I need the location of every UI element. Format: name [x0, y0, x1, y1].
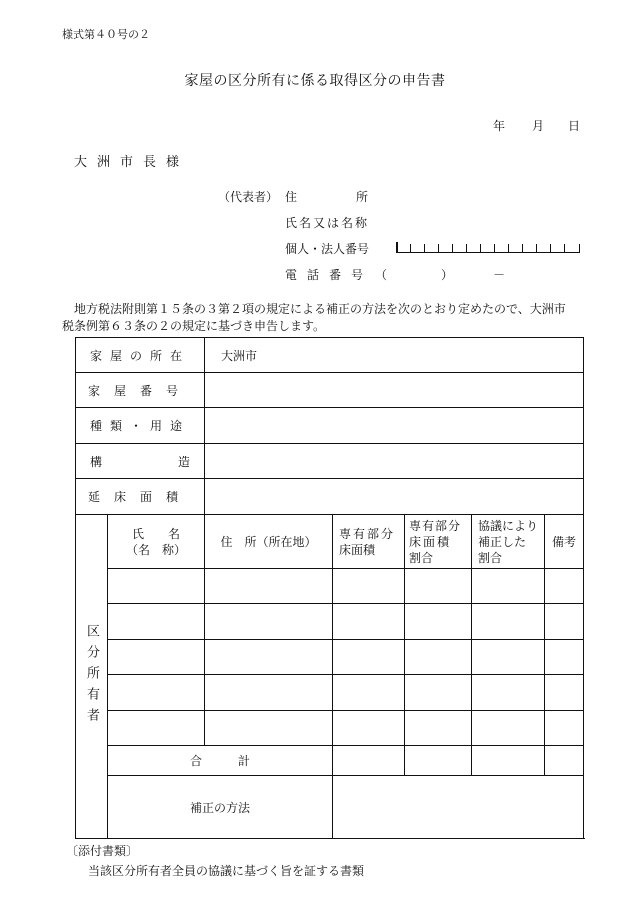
structure-label-2: 造 — [178, 454, 191, 469]
name-label: 氏名又は名称 — [285, 216, 370, 230]
col-adjusted-line-3: 割合 — [478, 550, 503, 565]
type-label-dot: ・ — [130, 419, 151, 433]
date-day-label: 日 — [568, 119, 581, 133]
location-label: 家屋の所在 — [76, 338, 205, 373]
usage-label: 用途 — [150, 419, 191, 433]
total-label: 合 計 — [108, 746, 333, 776]
type-usage-value[interactable] — [205, 408, 584, 444]
owner-address-cell[interactable] — [205, 569, 333, 604]
owner-area-cell[interactable] — [333, 640, 405, 675]
house-number-label: 家屋番号 — [88, 383, 193, 398]
owner-row — [76, 675, 584, 711]
document-title: 家屋の区分所有に係る取得区分の申告書 — [184, 73, 446, 89]
owner-adjusted-cell[interactable] — [472, 711, 545, 746]
total-adjusted-cell[interactable] — [472, 746, 545, 776]
owner-row — [76, 604, 584, 640]
owner-name-cell[interactable] — [108, 711, 205, 746]
total-ratio-cell[interactable] — [405, 746, 472, 776]
owner-name-cell[interactable] — [108, 604, 205, 640]
owner-ratio-cell[interactable] — [405, 604, 472, 640]
owner-ratio-cell[interactable] — [405, 569, 472, 604]
col-ratio-line-3: 割合 — [409, 550, 434, 565]
floor-area-label: 延床面積 — [88, 490, 193, 504]
owner-adjusted-cell[interactable] — [472, 569, 545, 604]
owner-address-cell[interactable] — [205, 604, 333, 640]
method-value[interactable] — [333, 776, 584, 839]
total-row — [76, 746, 584, 776]
col-address-header: 住 所（所在地） — [205, 515, 333, 569]
owner-name-cell[interactable] — [108, 569, 205, 604]
phone-paren-close: ） — [441, 268, 454, 282]
date-month-label: 月 — [532, 119, 545, 133]
owner-address-cell[interactable] — [205, 675, 333, 711]
structure-label-1: 構 — [90, 454, 103, 469]
owners-label: 区分所有者 — [84, 624, 99, 729]
col-area-line-1: 専有部分 — [339, 526, 396, 541]
col-name-line-1: 氏 名 — [132, 526, 181, 541]
owner-row — [76, 569, 584, 604]
attachment-item: 当該区分所有者全員の協議に基づく旨を証する書類 — [88, 864, 365, 878]
col-adjusted-line-2: 補正した — [478, 534, 527, 549]
declaration-line-2: 税条例第６３条の２の規定に基づき申告します。 — [62, 319, 326, 333]
declaration-line-1: 地方税法附則第１５条の３第２項の規定による補正の方法を次のとおり定めたので、大洲市 — [74, 302, 566, 316]
phone-dash: － — [493, 268, 506, 282]
owner-area-cell[interactable] — [333, 711, 405, 746]
addressee: 大洲市長様 — [74, 155, 190, 170]
owner-ratio-cell[interactable] — [405, 711, 472, 746]
owner-note-cell[interactable] — [545, 675, 584, 711]
owner-note-cell[interactable] — [545, 711, 584, 746]
date-year-label: 年 — [493, 119, 506, 133]
col-ratio-header — [405, 515, 472, 569]
mynumber-label: 個人・法人番号 — [285, 242, 370, 256]
declaration-text — [62, 301, 582, 335]
declaration-table — [75, 337, 584, 839]
total-area-cell[interactable] — [333, 746, 405, 776]
phone-paren-open: （ — [375, 268, 388, 282]
owners-label-cell — [76, 515, 108, 839]
representative-label: （代表者） — [218, 190, 279, 204]
owner-ratio-cell[interactable] — [405, 640, 472, 675]
method-label: 補正の方法 — [108, 776, 333, 839]
col-adjusted-header — [472, 515, 545, 569]
owner-adjusted-cell[interactable] — [472, 640, 545, 675]
phone-label: 電話番号 — [285, 268, 374, 282]
col-adjusted-line-1: 協議により — [478, 518, 539, 533]
col-note-header: 備考 — [545, 515, 584, 569]
owner-note-cell[interactable] — [545, 604, 584, 640]
owner-note-cell[interactable] — [545, 640, 584, 675]
owner-name-cell[interactable] — [108, 640, 205, 675]
mynumber-boxes[interactable] — [396, 242, 580, 253]
col-area-header — [333, 515, 405, 569]
owner-row — [76, 640, 584, 675]
col-name-header — [108, 515, 205, 569]
owner-adjusted-cell[interactable] — [472, 675, 545, 711]
house-number-label-cell — [76, 373, 205, 408]
structure-value[interactable] — [205, 444, 584, 479]
owner-adjusted-cell[interactable] — [472, 604, 545, 640]
owner-note-cell[interactable] — [545, 569, 584, 604]
structure-label-cell — [76, 444, 205, 479]
total-note-cell[interactable] — [545, 746, 584, 776]
address-label-2: 所 — [356, 190, 369, 204]
house-number-value[interactable] — [205, 373, 584, 408]
floor-area-label-cell — [76, 479, 205, 515]
address-label-1: 住 — [285, 190, 298, 204]
col-ratio-line-1: 専有部分 — [409, 518, 462, 533]
owner-row — [76, 711, 584, 746]
owner-ratio-cell[interactable] — [405, 675, 472, 711]
owner-area-cell[interactable] — [333, 569, 405, 604]
owner-area-cell[interactable] — [333, 675, 405, 711]
form-code: 様式第４０号の２ — [62, 28, 150, 41]
location-value[interactable]: 大洲市 — [205, 338, 584, 373]
floor-area-value[interactable] — [205, 479, 584, 515]
col-ratio-line-2: 床面積 — [409, 534, 452, 549]
owner-address-cell[interactable] — [205, 640, 333, 675]
owner-address-cell[interactable] — [205, 711, 333, 746]
type-usage-label-cell — [76, 408, 205, 444]
owner-name-cell[interactable] — [108, 675, 205, 711]
type-label: 種類 — [89, 419, 130, 433]
attachments-title: 〔添付書類〕 — [66, 844, 139, 858]
owner-area-cell[interactable] — [333, 604, 405, 640]
col-area-line-2: 床面積 — [339, 542, 376, 557]
col-name-line-2: （名 称） — [126, 542, 187, 557]
